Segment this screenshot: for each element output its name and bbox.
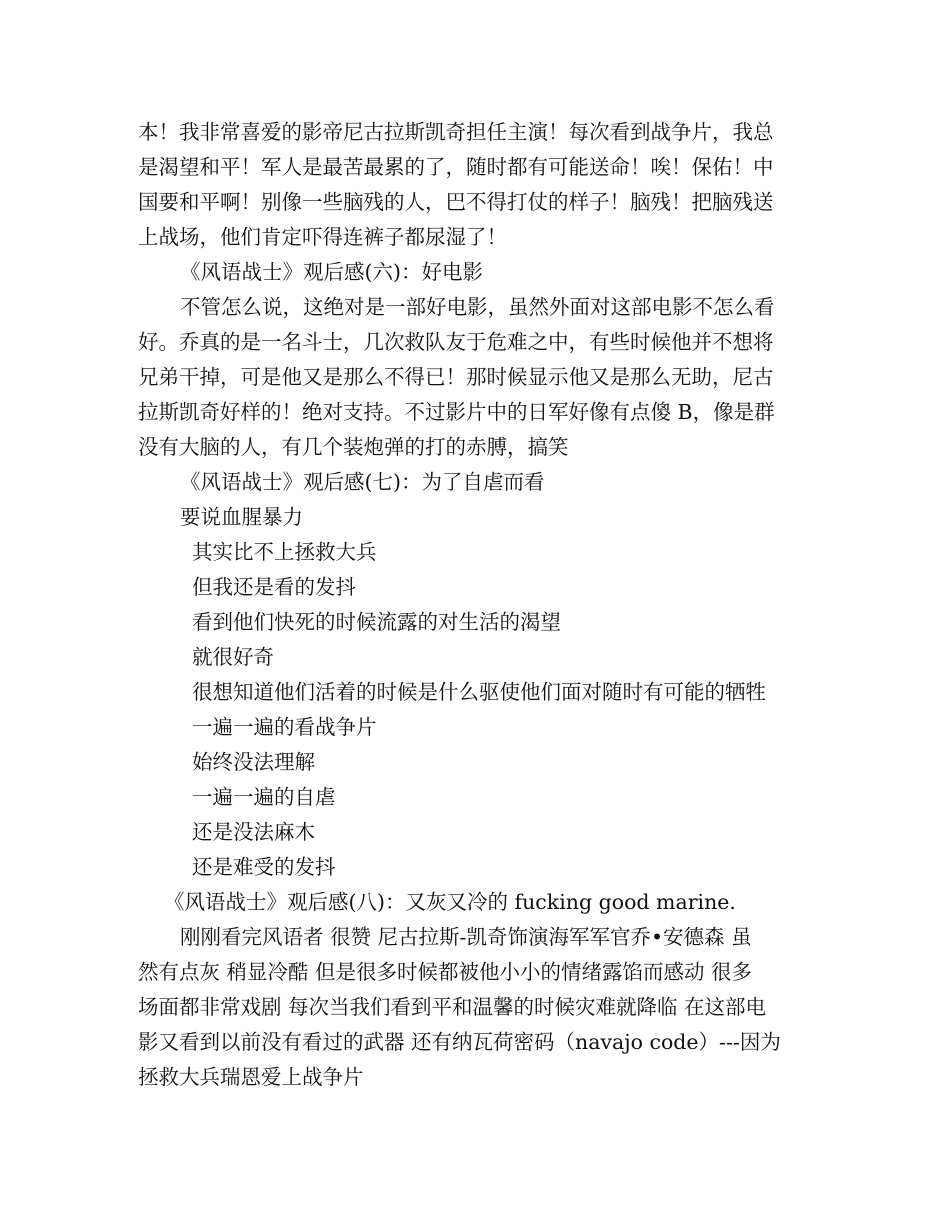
poem-line: 看到他们快死的时候流露的对生活的渴望 (192, 610, 561, 634)
poem-line: 还是没法麻木 (192, 820, 315, 844)
poem-line: 一遍一遍的自虐 (192, 785, 336, 809)
body-line: 场面都非常戏剧 每次当我们看到平和温馨的时候灾难就降临 在这部电 (138, 995, 767, 1019)
body-line: 兄弟干掉，可是他又是那么不得已！那时候显示他又是那么无助，尼古 (138, 365, 774, 389)
body-line: 本！我非常喜爱的影帝尼古拉斯凯奇担任主演！每次看到战争片，我总 (138, 120, 774, 144)
poem-line: 还是难受的发抖 (192, 855, 336, 879)
poem-line: 始终没法理解 (192, 750, 315, 774)
body-line: 拉斯凯奇好样的！绝对支持。不过影片中的日军好像有点傻 B，像是群 (138, 400, 775, 424)
body-line: 影又看到以前没有看过的武器 还有纳瓦荷密码（navajo code）---因为 (138, 1030, 781, 1054)
poem-line: 一遍一遍的看战争片 (192, 715, 377, 739)
section-heading: 《风语战士》观后感(八)：又灰又冷的 fucking good marine. (164, 890, 736, 914)
document-body (138, 115, 818, 1095)
body-line: 上战场，他们肯定吓得连裤子都尿湿了！ (138, 225, 507, 249)
section-heading: 《风语战士》观后感(六)：好电影 (180, 260, 483, 284)
section-heading: 《风语战士》观后感(七)：为了自虐而看 (180, 470, 545, 494)
body-line: 刚刚看完风语者 很赞 尼古拉斯-凯奇饰演海军军官乔•安德森 虽 (180, 925, 752, 949)
poem-line: 就很好奇 (192, 645, 274, 669)
poem-line: 但我还是看的发抖 (192, 575, 356, 599)
body-line: 没有大脑的人，有几个装炮弹的打的赤膊，搞笑 (138, 435, 569, 459)
body-line: 好。乔真的是一名斗士，几次救队友于危难之中，有些时候他并不想将 (138, 330, 774, 354)
poem-line: 要说血腥暴力 (180, 505, 303, 529)
body-line: 国要和平啊！别像一些脑残的人，巴不得打仗的样子！脑残！把脑残送 (138, 190, 774, 214)
body-line: 不管怎么说，这绝对是一部好电影，虽然外面对这部电影不怎么看 (180, 295, 775, 319)
poem-line: 其实比不上拯救大兵 (192, 540, 377, 564)
body-line: 然有点灰 稍显冷酷 但是很多时候都被他小小的情绪露馅而感动 很多 (138, 960, 753, 984)
poem-line: 很想知道他们活着的时候是什么驱使他们面对随时有可能的牺牲 (192, 680, 766, 704)
body-line: 是渴望和平！军人是最苦最累的了，随时都有可能送命！唉！保佑！中 (138, 155, 774, 179)
body-line: 拯救大兵瑞恩爱上战争片 (138, 1065, 364, 1089)
